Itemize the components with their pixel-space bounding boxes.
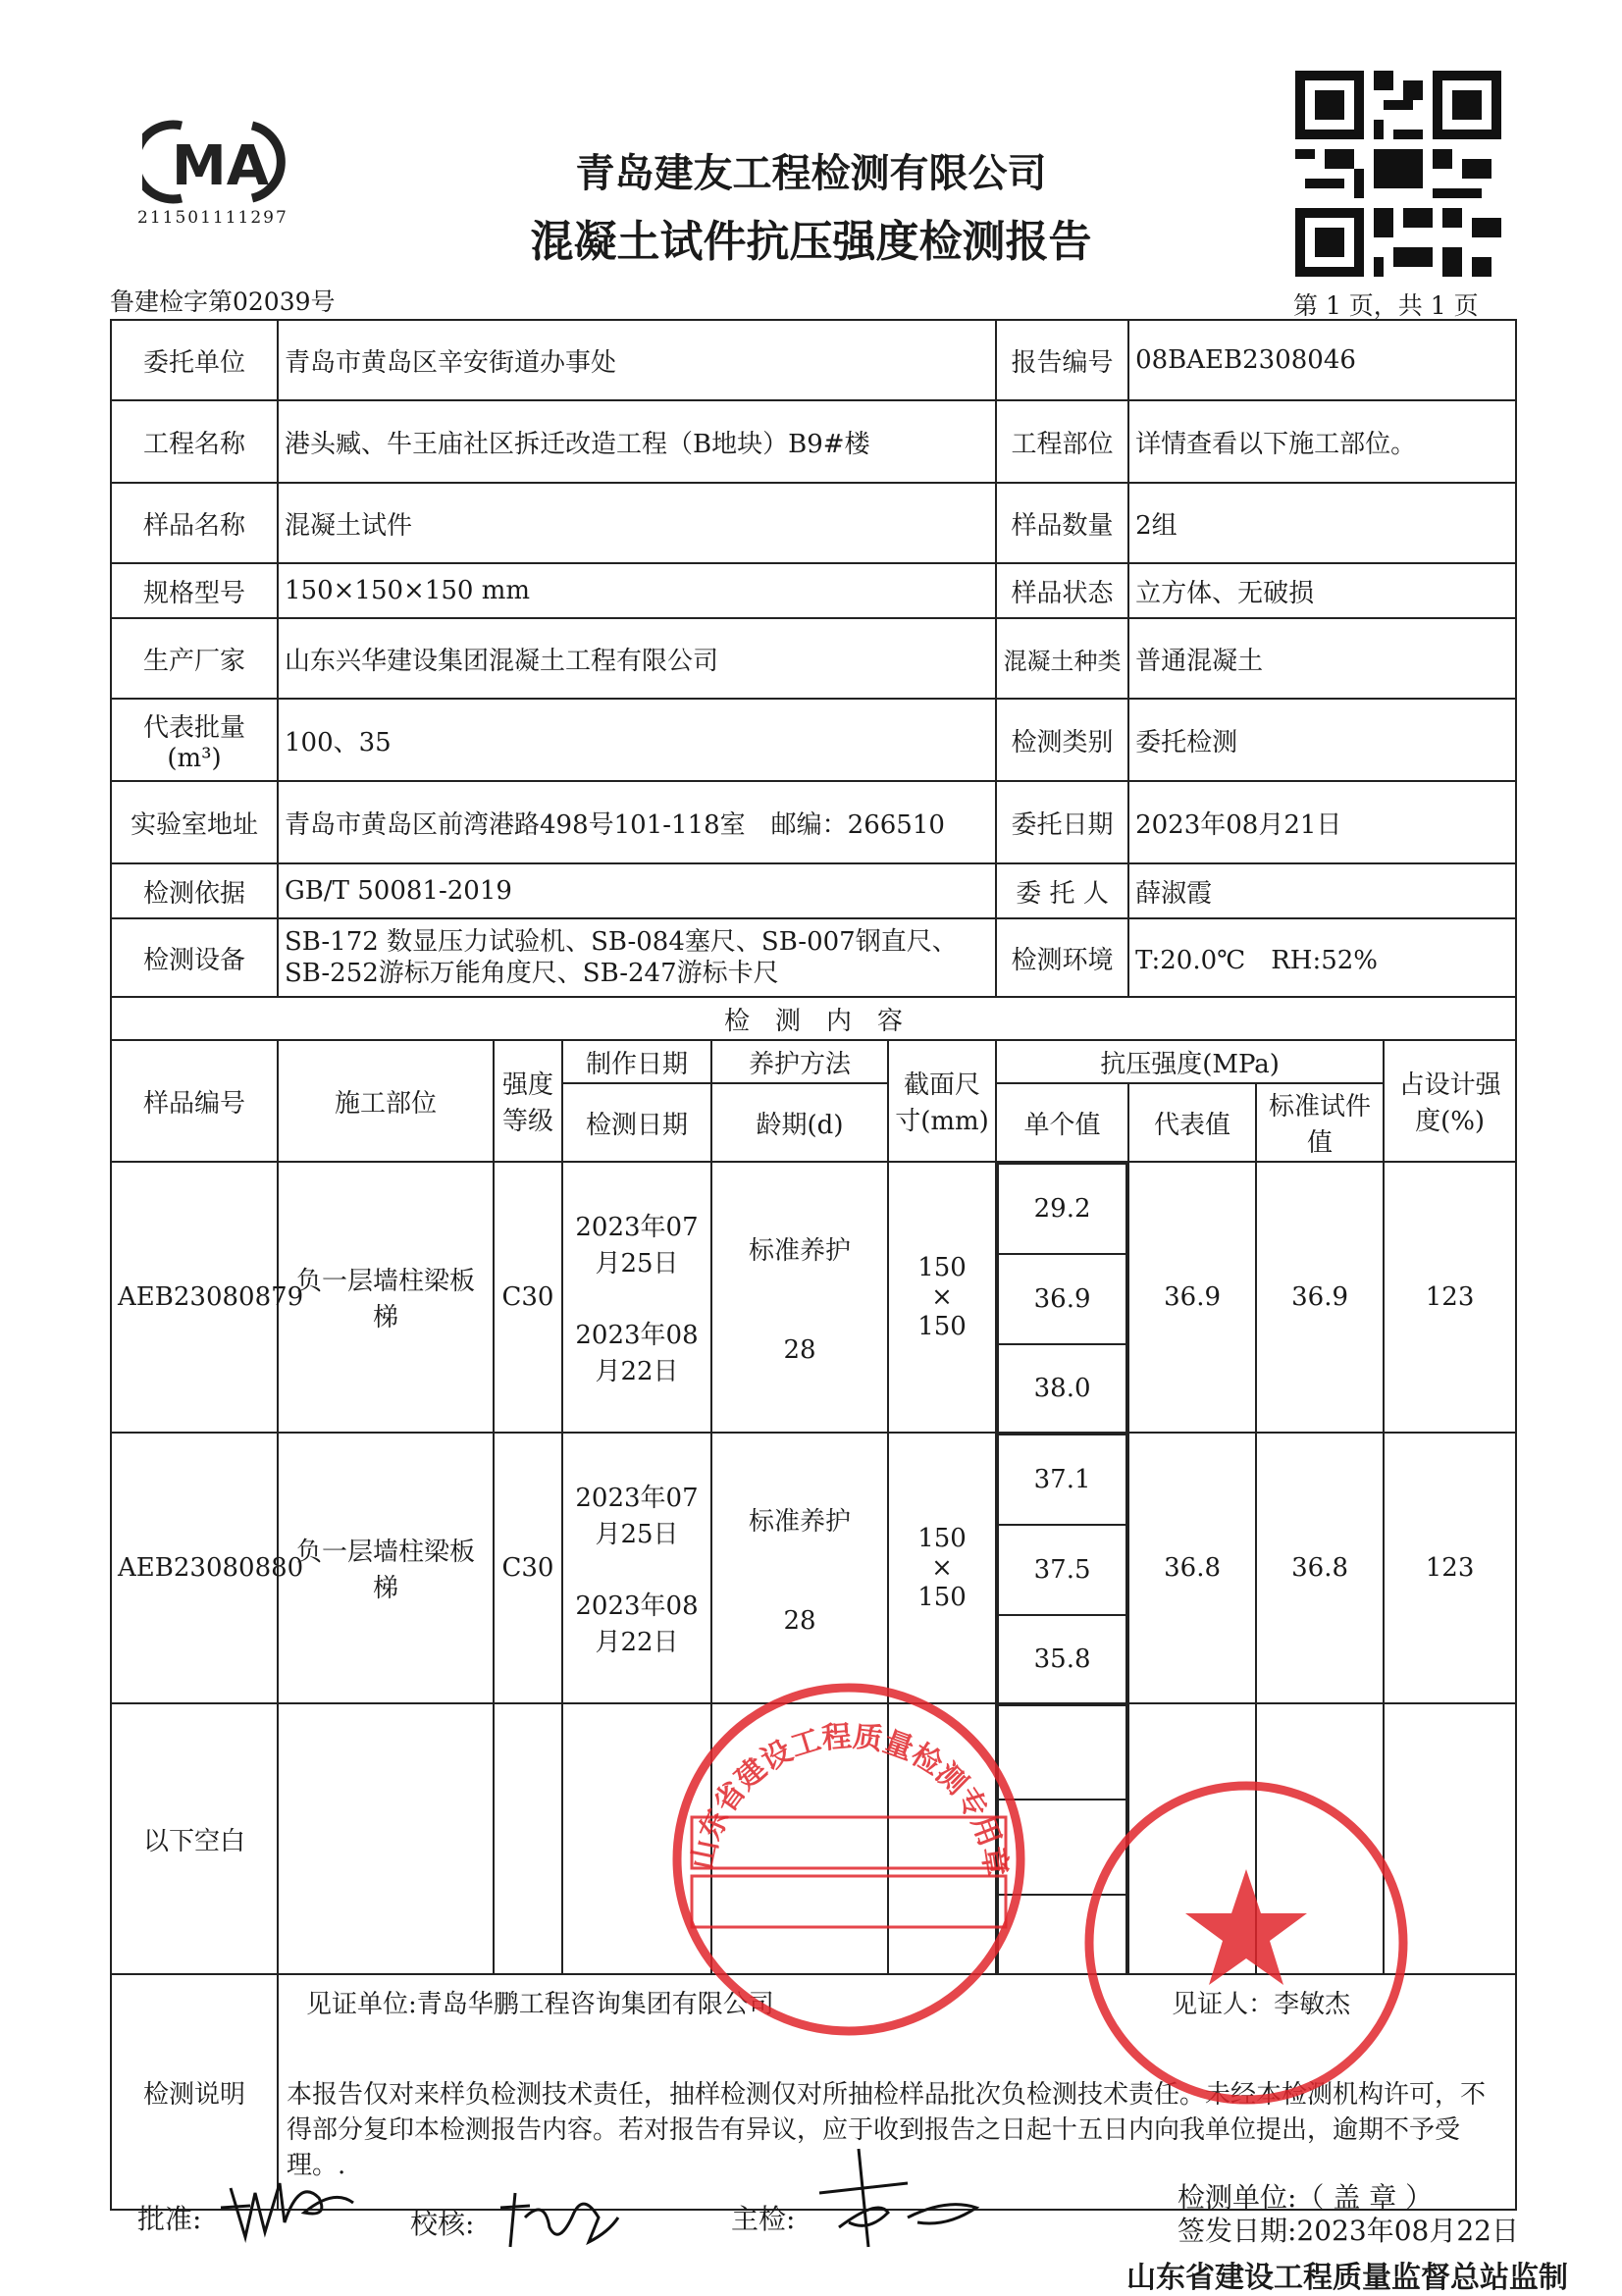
report-no-label: 报告编号 [996, 320, 1128, 400]
project-label: 工程名称 [111, 400, 278, 483]
col-section: 截面尺寸(mm) [888, 1040, 996, 1162]
curing-cell [711, 1433, 888, 1703]
category-value: 委托检测 [1128, 699, 1516, 781]
check-signature-icon [491, 2178, 628, 2257]
rep-value: 36.9 [1128, 1162, 1256, 1433]
env-value: T:20.0℃ RH:52% [1128, 918, 1516, 997]
unit-stamp-label: 检测单位:（ 盖 章 ） [1177, 2181, 1434, 2214]
chief-label: 主检: [731, 2203, 796, 2235]
single-value: 35.8 [998, 1615, 1126, 1702]
col-strength: 抗压强度(MPa) [996, 1040, 1384, 1083]
std-value: 36.8 [1256, 1433, 1384, 1703]
approve-label: 批准: [137, 2203, 202, 2235]
section-cell [888, 1162, 996, 1433]
lab-label: 实验室地址 [111, 781, 278, 863]
witness-unit: 见证单位:青岛华鹏工程咨询集团有限公司 [306, 1990, 774, 2019]
date-label: 委托日期 [996, 781, 1128, 863]
qr-code-icon[interactable] [1295, 71, 1501, 277]
blank-row [111, 1703, 1516, 1974]
std-value: 36.9 [1256, 1162, 1384, 1433]
col-design-pct: 占设计强度(%) [1384, 1040, 1516, 1162]
batch-label [111, 699, 278, 781]
col-grade: 强度等级 [494, 1040, 562, 1162]
report-table [110, 319, 1517, 2211]
batch-value: 100、35 [278, 699, 996, 781]
make-date: 2023年07月25日 [575, 1484, 699, 1549]
witness-person: 见证人：李敏杰 [1172, 1990, 1351, 2019]
svg-text:山东省建设工程质量检测专用章: 山东省建设工程质量检测专用章 [685, 1719, 1014, 1879]
client-value: 青岛市黄岛区辛安街道办事处 [278, 320, 996, 400]
concrete-type-value: 普通混凝土 [1128, 618, 1516, 699]
pct-value: 123 [1384, 1433, 1516, 1703]
section-a: 150 [917, 1253, 967, 1282]
sample-no: AEB23080880 [111, 1433, 278, 1703]
make-date: 2023年07月25日 [575, 1213, 699, 1278]
supervisor-note: 山东省建设工程质量监督总站监制 [1126, 2261, 1568, 2295]
person-label: 委 托 人 [996, 863, 1128, 918]
col-age: 龄期(d) [711, 1083, 888, 1162]
age: 28 [783, 1334, 816, 1365]
blank-label: 以下空白 [111, 1703, 278, 1974]
sample-label: 样品名称 [111, 483, 278, 563]
batch-label-line1: 代表批量 [142, 712, 245, 743]
spec-value: 150×150×150 mm [278, 563, 996, 618]
notes-label: 检测说明 [111, 1974, 278, 2210]
sample-no: AEB23080879 [111, 1162, 278, 1433]
table-row [111, 1162, 1516, 1433]
chief-signature-icon [800, 2139, 996, 2257]
maker-label: 生产厂家 [111, 618, 278, 699]
col-rep: 代表值 [1128, 1083, 1256, 1162]
part-value: 详情查看以下施工部位。 [1128, 400, 1516, 483]
lab-value: 青岛市黄岛区前湾港路498号101-118室 邮编：266510 [278, 781, 996, 863]
section-x: × [931, 1553, 953, 1583]
basis-value: GB/T 50081-2019 [278, 863, 996, 918]
grade: C30 [494, 1162, 562, 1433]
col-test-date: 检测日期 [562, 1083, 711, 1162]
single-value: 38.0 [998, 1344, 1126, 1432]
test-date: 2023年08月22日 [575, 1592, 699, 1657]
approve-signature-icon [211, 2168, 368, 2247]
curing-cell [711, 1162, 888, 1433]
issue-date: 签发日期:2023年08月22日 [1177, 2215, 1519, 2247]
report-no-value: 08BAEB2308046 [1128, 320, 1516, 400]
single-value: 37.1 [998, 1435, 1126, 1525]
equip-value: SB-172 数显压力试验机、SB-084塞尺、SB-007钢直尺、SB-252游标万能角度尺、SB-247游标卡尺 [278, 918, 996, 997]
svg-text:MA: MA [172, 134, 270, 198]
equip-label: 检测设备 [111, 918, 278, 997]
person-value: 薛淑霞 [1128, 863, 1516, 918]
col-curing: 养护方法 [711, 1040, 888, 1083]
single-value: 37.5 [998, 1525, 1126, 1615]
date-value: 2023年08月21日 [1128, 781, 1516, 863]
curing: 标准养护 [748, 1235, 851, 1266]
table-row [111, 1433, 1516, 1703]
check-label: 校核: [410, 2208, 475, 2240]
company-name: 青岛建友工程检测有限公司 [575, 150, 1047, 196]
col-sample-no: 样品编号 [111, 1040, 278, 1162]
part-label: 工程部位 [996, 400, 1128, 483]
section-a: 150 [917, 1524, 967, 1553]
client-label: 委托单位 [111, 320, 278, 400]
section-b: 150 [917, 1583, 967, 1612]
position: 负一层墙柱梁板梯 [278, 1162, 494, 1433]
qty-value: 2组 [1128, 483, 1516, 563]
cma-number: 211501111297 [137, 208, 288, 228]
category-label: 检测类别 [996, 699, 1128, 781]
qty-label: 样品数量 [996, 483, 1128, 563]
batch-label-line2: (m³) [167, 743, 222, 773]
env-label: 检测环境 [996, 918, 1128, 997]
position: 负一层墙柱梁板梯 [278, 1433, 494, 1703]
single-values [996, 1162, 1128, 1433]
section-cell [888, 1433, 996, 1703]
col-position: 施工部位 [278, 1040, 494, 1162]
col-make-date: 制作日期 [562, 1040, 711, 1083]
age: 28 [783, 1605, 816, 1636]
grade: C30 [494, 1433, 562, 1703]
report-title: 混凝土试件抗压强度检测报告 [530, 217, 1092, 267]
single-values [996, 1433, 1128, 1703]
test-date: 2023年08月22日 [575, 1321, 699, 1386]
basis-label: 检测依据 [111, 863, 278, 918]
dates-cell [562, 1433, 711, 1703]
project-value: 港头臧、牛王庙社区拆迁改造工程（B地块）B9#楼 [278, 400, 996, 483]
concrete-type-label: 混凝土种类 [996, 618, 1128, 699]
section-x: × [931, 1282, 953, 1312]
notes-text: 本报告仅对来样负检测技术责任，抽样检测仅对所抽检样品批次负检测技术责任。未经本检测机构许可，不得部分复印本检测报告内容。若对报告有异议，应于收到报告之日起十五日内向我单位提出，逾期不予受理。. [287, 2080, 1487, 2180]
pct-value: 123 [1384, 1162, 1516, 1433]
spec-label: 规格型号 [111, 563, 278, 618]
curing: 标准养护 [748, 1506, 851, 1537]
state-value: 立方体、无破损 [1128, 563, 1516, 618]
sample-value: 混凝土试件 [278, 483, 996, 563]
content-title: 检 测 内 容 [111, 997, 1516, 1040]
rep-value: 36.8 [1128, 1433, 1256, 1703]
state-label: 样品状态 [996, 563, 1128, 618]
single-value: 36.9 [998, 1254, 1126, 1344]
col-single: 单个值 [996, 1083, 1128, 1162]
section-b: 150 [917, 1312, 967, 1341]
page-number: 第 1 页，共 1 页 [1293, 291, 1479, 320]
dates-cell [562, 1162, 711, 1433]
maker-value: 山东兴华建设集团混凝土工程有限公司 [278, 618, 996, 699]
col-std: 标准试件值 [1256, 1083, 1384, 1162]
single-value: 29.2 [998, 1164, 1126, 1254]
licence-number: 鲁建检字第02039号 [110, 287, 336, 316]
